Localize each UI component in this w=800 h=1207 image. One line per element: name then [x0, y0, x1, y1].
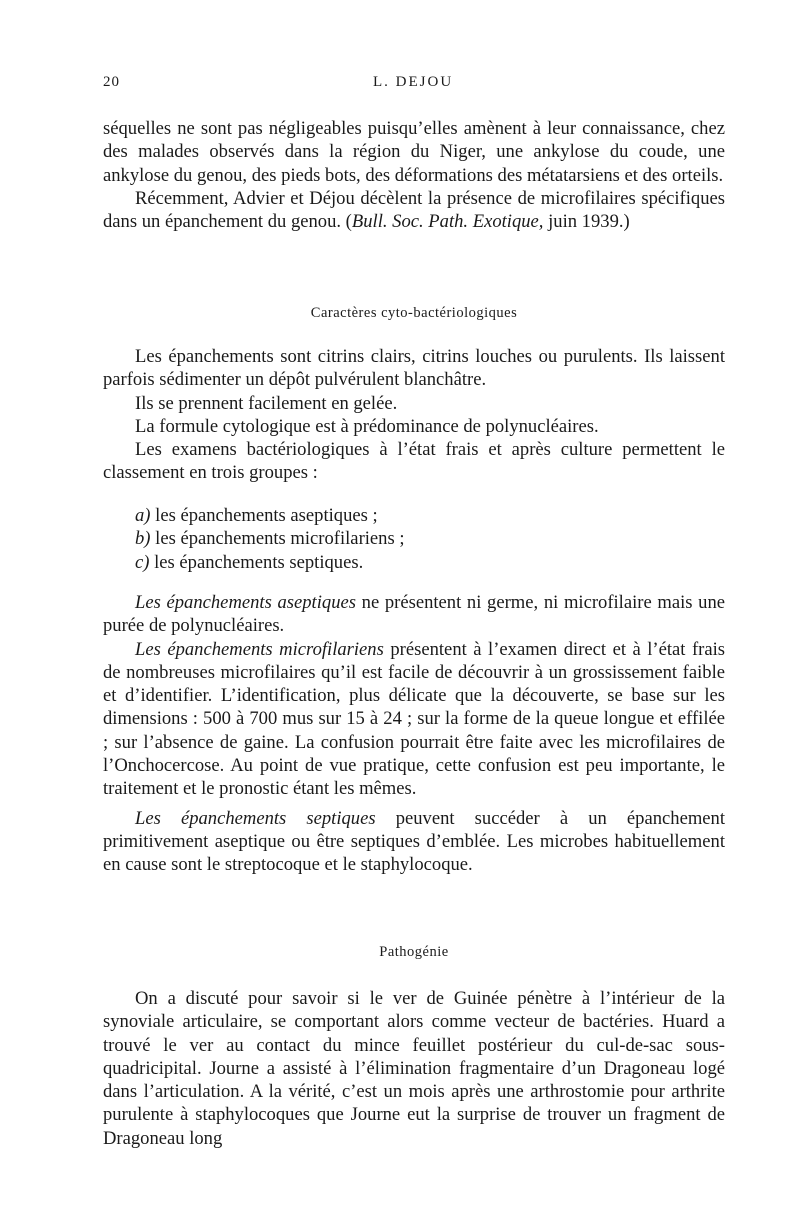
text-block-groups: [103, 591, 725, 877]
paragraph: Ils se prennent facilement en gelée.: [135, 392, 398, 414]
section-heading: Caractères cyto-bactériologiques: [310, 305, 518, 321]
list-item: c) les épanchements septiques.: [135, 551, 364, 573]
paragraph: Les examens bactériologiques à l’état frais et après culture permettent le classement en trois groupes :: [103, 439, 725, 484]
text-block-bottom: [103, 987, 725, 1150]
paragraph: Les épanchements aseptiques ne présentent ni germe, ni microfilaire mais une purée de polynucléaires.: [103, 592, 725, 637]
paragraph: Les épanchements septiques peuvent succéder à un épanchement primitivement aseptique ou être septiques d’emblée. Les microbes habituellement en cause sont le streptocoque et le staphylocoque.: [103, 807, 725, 876]
paragraph: La formule cytologique est à prédominance de polynucléaires.: [135, 415, 599, 437]
paragraph: On a discuté pour savoir si le ver de Guinée pénètre à l’intérieur de la synoviale articulaire, se comportant alors comme vecteur de bactéries. Huard a trouvé le ver au contact du mince feuillet postérieur du cul-de-sac sous-quadricipital. Journe a assisté à l’élimination fragmentaire d’un Dragoneau logé dans l’articulation. A la vérité, c’est un mois après une arthrostomie pour arthrite purulente à staphylocoques que Journe eut la surprise de trouver un fragment de Dragoneau long: [103, 988, 725, 1149]
running-header-author: L. DEJOU: [373, 74, 454, 90]
text-block-top: [103, 117, 725, 233]
section-heading: Pathogénie: [379, 944, 449, 960]
citation: Bull. Soc. Path. Exotique,: [351, 211, 544, 233]
text-block-middle: [103, 345, 725, 485]
group-list: [135, 504, 405, 574]
paragraph: séquelles ne sont pas négligeables puisqu’elles amènent à leur connaissance, chez des malades observés dans la région du Niger, une ankylose du coude, une ankylose du genou, des pieds bots, des déformations des métatarsiens et des orteils.: [103, 118, 725, 186]
list-item: a) les épanchements aseptiques ;: [135, 505, 378, 526]
paragraph: Récemment, Advier et Déjou décèlent la présence de microfilaires spécifiques dans un épanchement du genou. (Bull. Soc. Path. Exotique, juin 1939.): [103, 187, 725, 233]
paragraph: Les épanchements microfilariens présentent à l’examen direct et à l’état frais de nombreuses microfilaires qu’il est facile de découvrir à un grossissement faible et d’identifier. L’identification, plus délicate que la découverte, se base sur les dimensions : 500 à 700 mus sur 15 à 24 ; sur la forme de la queue longue et effilée ; sur l’absence de gaine. La confusion pourrait être faite avec les microfilaires de l’Onchocercose. Au point de vue pratique, cette confusion est peu importante, le traitement et le pronostic étant les mêmes.: [103, 638, 725, 800]
page-number: 20: [103, 74, 120, 90]
list-item: b) les épanchements microfilariens ;: [135, 528, 405, 550]
paragraph: Les épanchements sont citrins clairs, citrins louches ou purulents. Ils laissent parfois sédimenter un dépôt pulvérulent blanchâtre.: [103, 346, 725, 391]
